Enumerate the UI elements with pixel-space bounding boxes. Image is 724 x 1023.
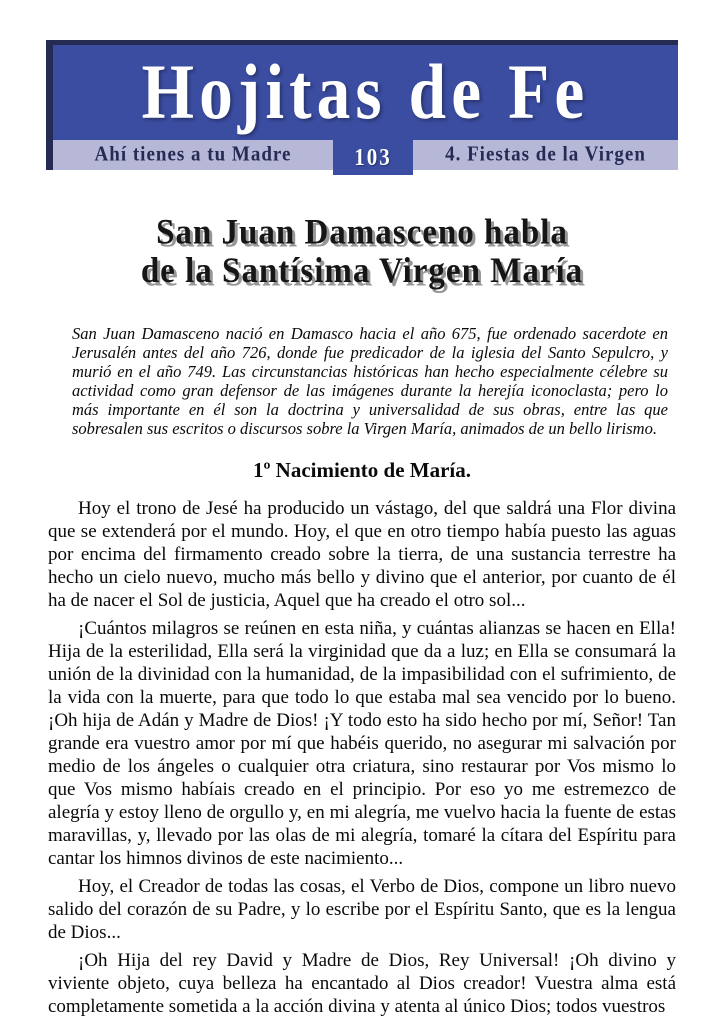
article-body — [48, 497, 676, 1018]
issue-number-text: 103 — [354, 143, 392, 171]
masthead-banner — [46, 40, 678, 140]
body-paragraph: Hoy, el Creador de todas las cosas, el Verbo de Dios, compone un libro nuevo salido del corazón de su Padre, y lo escribe por el Espíritu Santo, que es la lengua de Dios... — [48, 876, 676, 943]
intro-paragraph: San Juan Damasceno nació en Damasco hacia el año 675, fue ordenado sacerdote en Jerusalén antes del año 726, donde fue predicador de la iglesia del Santo Sepulcro, y murió en el año 749. Las circunstancias históricas han hecho especialmente célebre su actividad como gran defensor de las imágenes durante la herejía iconoclasta; pero lo más importante en él son la doctrina y universalidad de sus obras, entre las que sobresalen sus escritos o discursos sobre la Virgen María, animados de un bello lirismo. — [72, 324, 668, 438]
body-paragraph: ¡Oh Hija del rey David y Madre de Dios, Rey Universal! ¡Oh divino y viviente objeto, cuya belleza ha encantado al Dios creador! Vuestra alma está completamente sometida a la acción divina y atenta al único Dios; todos vuestros — [48, 950, 676, 1017]
series-label-left — [53, 140, 333, 170]
issue-number-tab — [333, 140, 413, 175]
article-title — [0, 213, 724, 291]
masthead-subband — [46, 140, 678, 170]
series-right-text: 4. Fiestas de la Virgen — [445, 142, 646, 166]
article-title-line1: San Juan Damasceno habla — [156, 213, 568, 252]
body-paragraph: ¡Cuántos milagros se reúnen en esta niña, y cuántas alianzas se hacen en Ella! Hija de la esterilidad, Ella será la virginidad que da a luz; en Ella se consumará la unión de la divinidad con la humanidad, de la impasibilidad con el sufrimiento, de la vida con la muerte, para que todo lo que estaba mal sea vencido por lo bueno. ¡Oh hija de Adán y Madre de Dios! ¡Y todo esto ha sido hecho por mí, Señor! Tan grande era vuestro amor por mí que habéis querido, no asegurar mi salvación por medio de los ángeles o cualquier otra criatura, sino restaurar por Vos mismo lo que Vos mismo habíais creado en el principio. Por eso yo me estremezco de alegría y estoy lleno de orgullo y, en mi alegría, me vuelvo hacia la fuente de estas maravillas, y, llevado por las olas de mi alegría, tomaré la cítara del Espíritu para cantar los himnos divinos de este nacimiento... — [48, 618, 676, 869]
masthead — [46, 40, 678, 170]
section-heading: 1º Nacimiento de María. — [252, 458, 472, 482]
body-paragraph: Hoy el trono de Jesé ha producido un vástago, del que saldrá una Flor divina que se extenderá por el mundo. Hoy, el que en otro tiempo había puesto las aguas por encima del firmamento creado sobre la tierra, de una sustancia terrestre ha hecho un cielo nuevo, mucho más bello y divino que el anterior, por cuanto de él ha de nacer el Sol de justicia, Aquel que ha creado el otro sol... — [48, 498, 676, 611]
masthead-title: Hojitas de Fe — [141, 48, 590, 135]
series-label-right — [413, 140, 678, 170]
article-title-line2: de la Santísima Virgen María — [140, 252, 584, 291]
series-left-text: Ahí tienes a tu Madre — [94, 142, 292, 166]
